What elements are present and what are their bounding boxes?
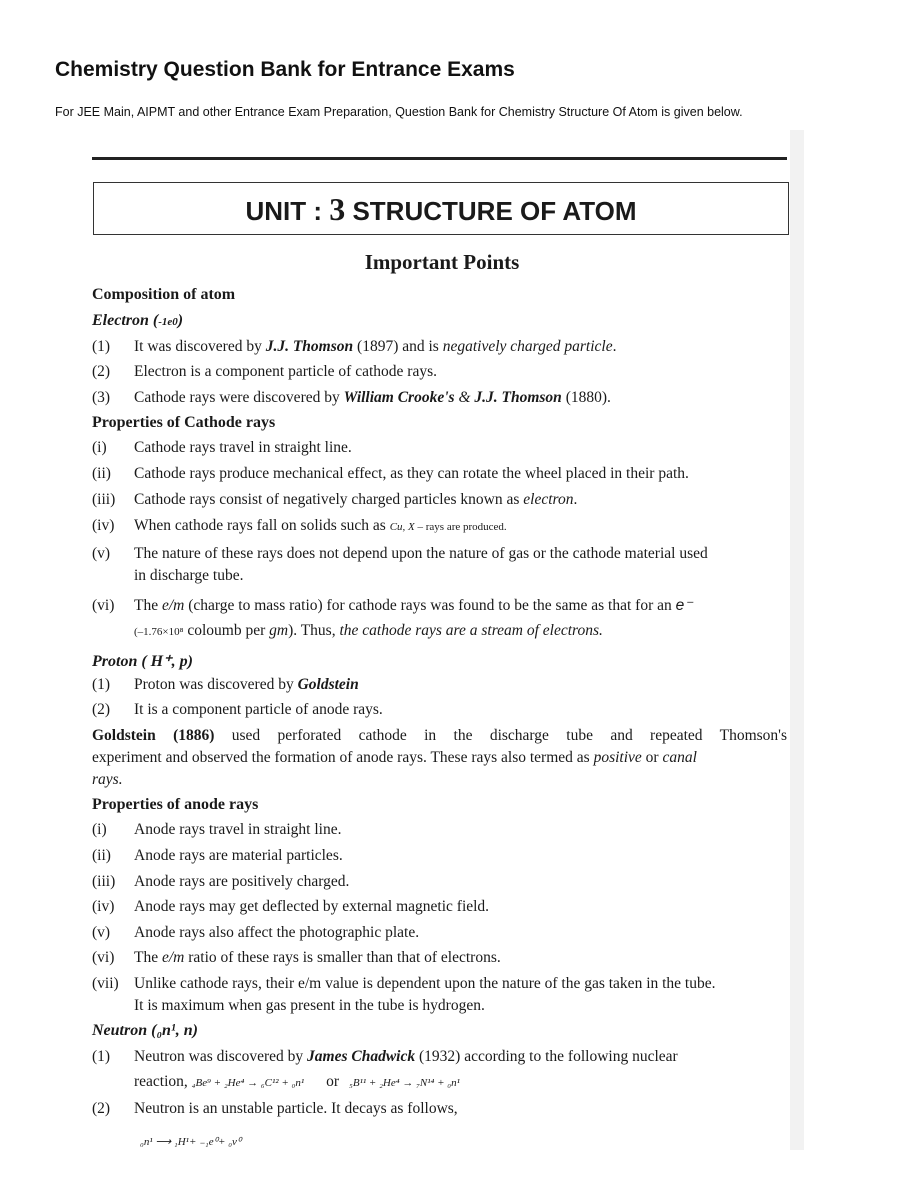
t: Cu, X: [389, 521, 415, 533]
n: (v): [92, 924, 111, 941]
divider: [92, 157, 787, 160]
decay-equation: ₀n¹ ⟶ ₁H¹+ ₋₁e⁰+ ₀ν⁰: [140, 1136, 242, 1148]
n: (1): [92, 338, 111, 355]
list-item: [92, 338, 792, 356]
t: (charge to mass ratio) for cathode rays was found to be the same as that for an: [184, 597, 676, 614]
t: Neutron is an unstable particle. It decays as follows,: [134, 1100, 458, 1117]
t: canal: [662, 749, 697, 766]
t: It is a component particle of anode rays.: [134, 701, 383, 718]
t: ). Thus,: [288, 622, 340, 639]
n: (2): [92, 701, 111, 718]
n: (2): [92, 363, 111, 380]
unit-number: 3: [329, 191, 346, 227]
electron-symbol: -1e0: [158, 316, 178, 328]
t: The: [134, 949, 162, 966]
t: The: [134, 597, 162, 614]
n: (iii): [92, 873, 116, 890]
t: James Chadwick: [307, 1048, 416, 1065]
heading-cathode: Properties of Cathode rays: [92, 414, 276, 431]
paragraph: [92, 727, 787, 745]
n: (1): [92, 676, 111, 693]
page-subtitle: For JEE Main, AIPMT and other Entrance Exam Preparation, Question Bank for Chemistry Structure Of Atom is given below.: [55, 105, 743, 119]
list-item: [92, 389, 792, 407]
n: (2): [92, 1100, 111, 1117]
t: Electron (: [92, 312, 159, 329]
list-item: [92, 439, 792, 457]
unit-prefix: UNIT :: [245, 196, 330, 226]
n: (vii): [92, 975, 119, 992]
list-item: [92, 701, 792, 719]
equation: [140, 1132, 840, 1150]
t: or: [641, 749, 663, 766]
t: .: [573, 491, 578, 508]
list-item-cont: It is maximum when gas present in the tube is hydrogen.: [134, 997, 485, 1014]
t: Unlike cathode rays, their e/m value is dependent upon the nature of the gas taken in the tube.: [134, 975, 716, 992]
list-item: [92, 873, 792, 891]
paragraph: [92, 749, 792, 767]
t: Cathode rays travel in straight line.: [134, 439, 352, 456]
n: (iv): [92, 517, 115, 534]
t: When cathode rays fall on solids such as: [134, 517, 390, 534]
t: Anode rays also affect the photographic plate.: [134, 924, 420, 941]
paragraph: rays.: [92, 771, 123, 788]
t: J.J. Thomson: [265, 338, 354, 355]
list-item: [92, 924, 792, 942]
n: (vi): [92, 949, 115, 966]
t: e/m: [161, 597, 185, 614]
list-item: [92, 949, 792, 967]
n: (i): [92, 439, 107, 456]
n: (3): [92, 389, 111, 406]
t: gm: [269, 622, 289, 639]
list-item: [92, 491, 792, 509]
t: Cathode rays produce mechanical effect, as they can rotate the wheel placed in their path.: [134, 465, 689, 482]
t: .: [612, 338, 617, 355]
list-item: [92, 363, 792, 381]
list-item-cont: [134, 1073, 834, 1091]
t: It was discovered by: [134, 338, 266, 355]
list-item: [92, 821, 792, 839]
t: the cathode rays are a stream of electrons.: [339, 622, 603, 639]
t: coloumb per: [183, 622, 270, 639]
t: Electron is a component particle of cathode rays.: [134, 363, 437, 380]
t: &: [454, 389, 475, 406]
heading-composition: Composition of atom: [92, 286, 236, 303]
t: Neutron was discovered by: [134, 1048, 308, 1065]
n: (i): [92, 821, 107, 838]
list-item-cont: in discharge tube.: [134, 567, 244, 584]
n: (iv): [92, 898, 115, 915]
t: Proton was discovered by: [134, 676, 298, 693]
t: The nature of these rays does not depend upon the nature of gas or the cathode material used: [134, 545, 708, 562]
t: ): [177, 312, 184, 329]
heading-neutron: Neutron (₀n¹, n): [92, 1022, 198, 1039]
t: Anode rays may get deflected by external magnetic field.: [134, 898, 490, 915]
equation: ₅B¹¹ + ₂He⁴ → ₇N¹⁴ + ₀n¹: [349, 1077, 460, 1089]
t: (–1.76×10⁸: [134, 626, 184, 638]
section-title: Important Points: [364, 250, 520, 274]
equation: ₄Be⁹ + ₂He⁴ → ₆C¹² + ₀n¹: [191, 1077, 305, 1089]
t: experiment and observed the formation of anode rays. These rays also termed as: [92, 749, 594, 766]
t: (1897) and is: [353, 338, 443, 355]
t: William Crooke's: [343, 389, 455, 406]
t: Anode rays are material particles.: [134, 847, 343, 864]
heading-electron: [92, 312, 792, 330]
t: negatively charged particle: [442, 338, 613, 355]
t: Cathode rays consist of negatively charged particles known as: [134, 491, 524, 508]
list-item: [92, 517, 792, 535]
t: Anode rays are positively charged.: [134, 873, 350, 890]
list-item-cont: [134, 622, 834, 640]
t: or: [326, 1073, 340, 1090]
t: (1932) according to the following nuclear: [415, 1048, 678, 1065]
t: used perforated cathode in the discharge tube and repeated Thomson's: [214, 727, 788, 744]
list-item: [92, 975, 792, 993]
list-item: [92, 676, 792, 694]
n: (ii): [92, 847, 111, 864]
t: – rays are produced.: [414, 521, 507, 533]
t: J.J. Thomson: [474, 389, 562, 406]
t: ratio of these rays is smaller than that of electrons.: [184, 949, 501, 966]
n: (vi): [92, 597, 115, 614]
t: electron: [523, 491, 574, 508]
t: Cathode rays were discovered by: [134, 389, 344, 406]
list-item: [92, 898, 792, 916]
page-title: Chemistry Question Bank for Entrance Exams: [55, 58, 515, 81]
list-item: [92, 545, 792, 563]
t: Goldstein: [297, 676, 359, 693]
t: Anode rays travel in straight line.: [134, 821, 342, 838]
n: (ii): [92, 465, 111, 482]
list-item: [92, 596, 792, 615]
t: e/m: [161, 949, 185, 966]
heading-proton: Proton ( H⁺, p): [92, 653, 193, 670]
n: (v): [92, 545, 111, 562]
t: e⁻: [675, 597, 693, 614]
t: reaction,: [134, 1073, 192, 1090]
t: positive: [593, 749, 642, 766]
list-item: [92, 465, 792, 483]
n: (iii): [92, 491, 116, 508]
unit-title: STRUCTURE OF ATOM: [345, 196, 637, 226]
list-item: [92, 1100, 792, 1118]
n: (1): [92, 1048, 111, 1065]
t: (1880).: [561, 389, 611, 406]
unit-heading: [93, 182, 789, 235]
heading-anode: Properties of anode rays: [92, 796, 259, 813]
t: Goldstein (1886): [92, 727, 215, 744]
list-item: [92, 847, 792, 865]
list-item: [92, 1048, 792, 1066]
